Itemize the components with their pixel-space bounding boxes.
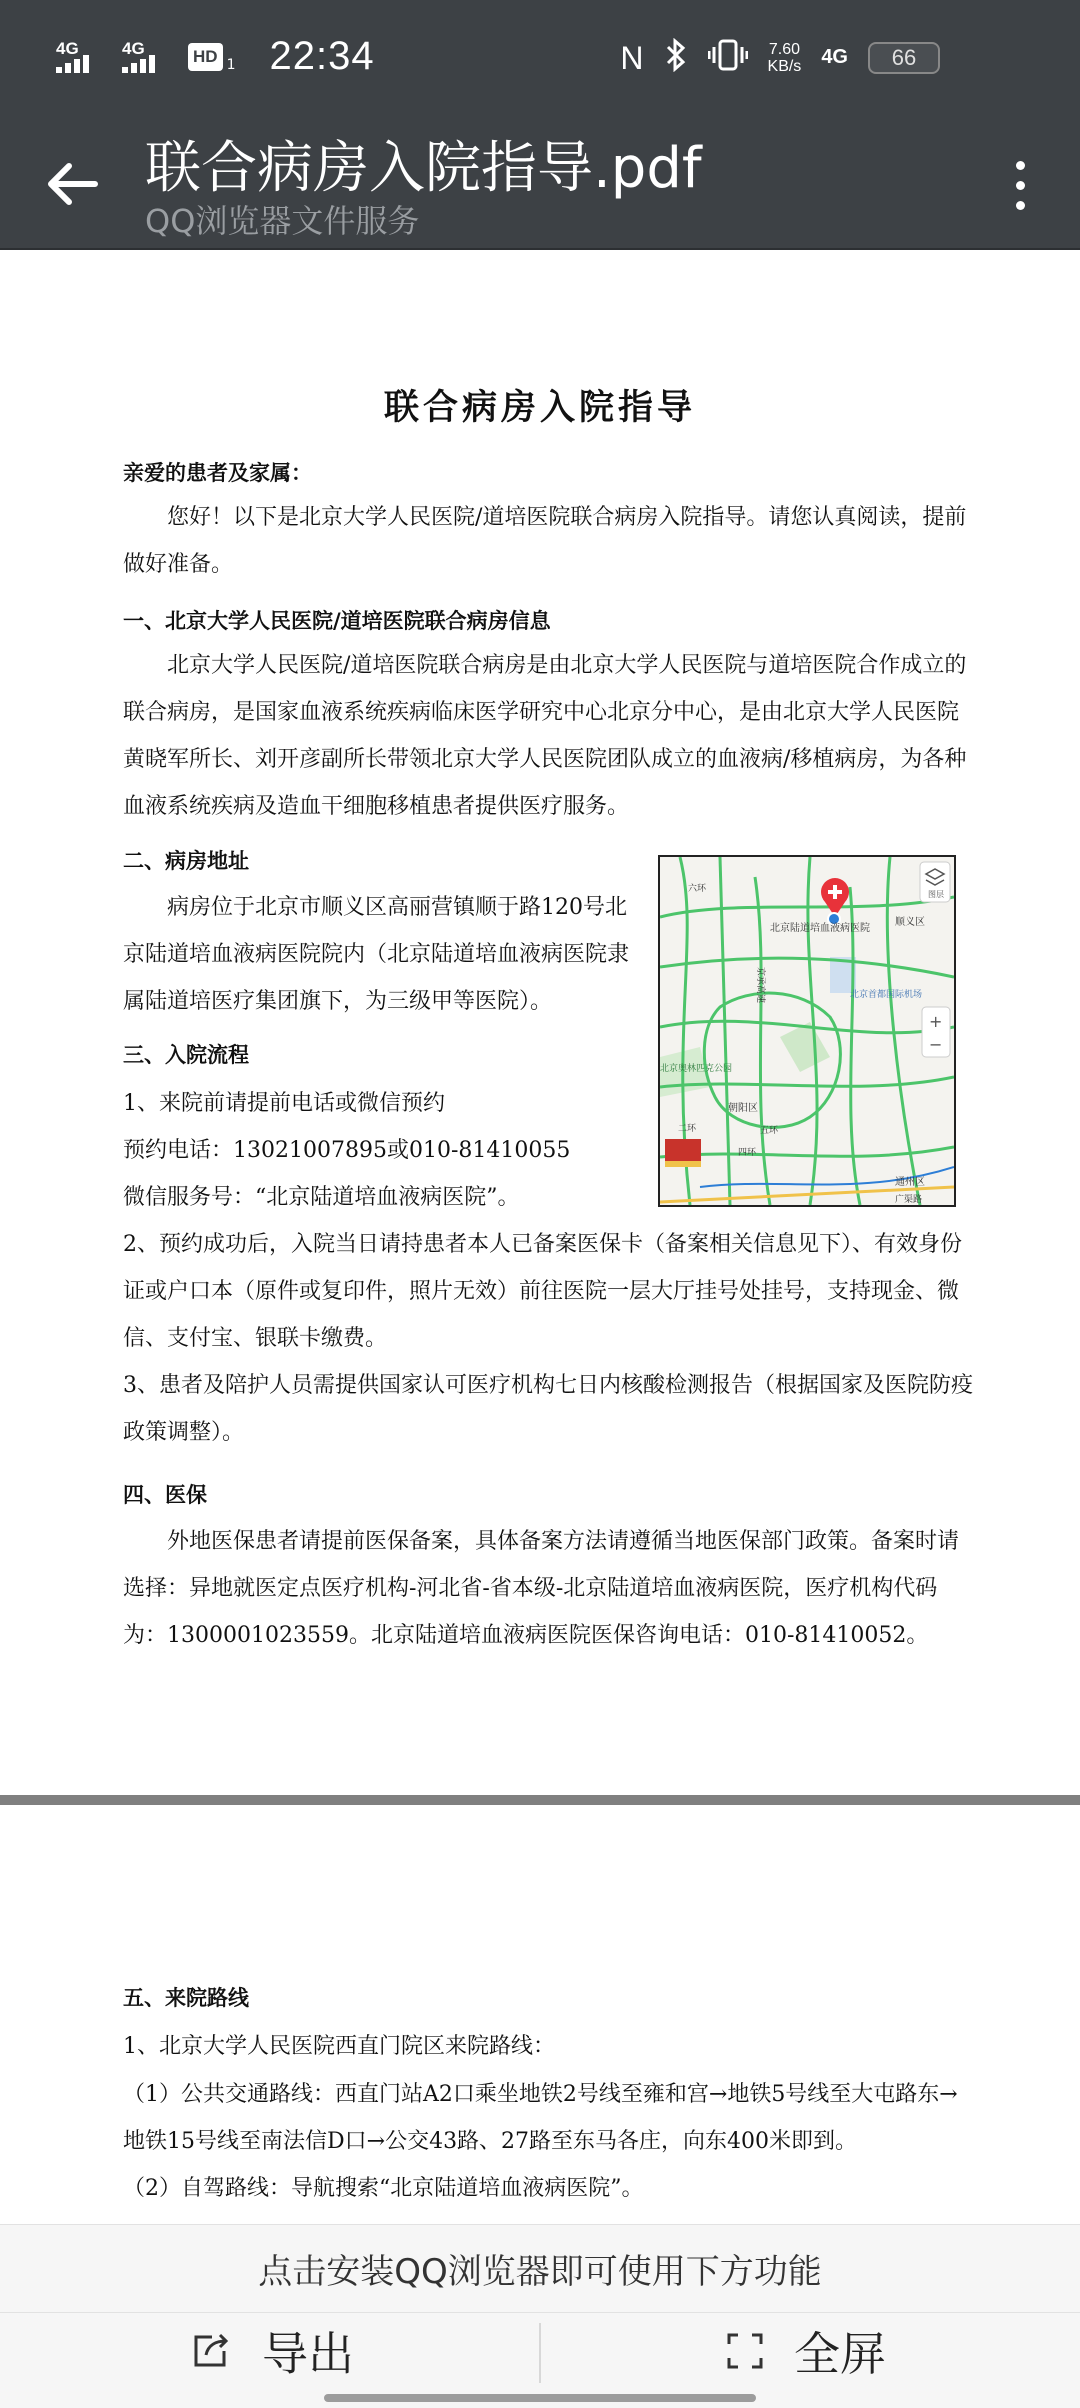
- more-dot-icon: [1016, 161, 1025, 170]
- tiananmen-icon: [665, 1139, 701, 1161]
- section-3-heading: 三、入院流程: [123, 1043, 249, 1067]
- bluetooth-icon: [664, 38, 688, 77]
- signal-label-2: 4G: [122, 38, 145, 58]
- map-zoom-out: −: [929, 1035, 943, 1054]
- back-button[interactable]: [40, 152, 104, 216]
- clock: 22:34: [269, 34, 375, 78]
- map-layers-label: 图层: [928, 890, 944, 899]
- install-promo-text: 点击安装QQ浏览器即可使用下方功能: [258, 2252, 822, 2292]
- network-speed: [768, 41, 802, 75]
- map-label-hospital: 北京陆道培血液病医院: [770, 923, 870, 934]
- export-icon: [190, 2331, 232, 2371]
- section-3-line-2: 2、预约成功后，入院当日请持患者本人已备案医保卡（备案相关信息见下）、有效身份证或户口本（原件或复印件，照片无效）前往医院一层大厅挂号处挂号，支持现金、微信、支付宝、银联卡缴费。: [123, 1232, 962, 1351]
- section-5-line-1: 1、北京大学人民医院西直门院区来院路线：: [123, 2034, 555, 2059]
- map-label-chaoyang: 朝阳区: [728, 1103, 758, 1114]
- map-label-jingcheng: 京承高速: [755, 967, 765, 1004]
- export-button[interactable]: [190, 2313, 354, 2389]
- section-1-body: 北京大学人民医院/道培医院联合病房是由北京大学人民医院与道培医院合作成立的联合病房，是国家血液系统疾病临床医学研究中心北京分中心，是由北京大学人民医院黄晓军所长、刘开彦副所长带领北京大学人民医院团队成立的血液病/移植病房，为各种血液系统疾病及造血干细胞移植患者提供医疗服务。: [123, 653, 967, 819]
- nfc-icon: N: [620, 39, 644, 76]
- page-separator: [0, 1795, 1080, 1805]
- section-5-heading: 五、来院路线: [123, 1986, 249, 2010]
- pdf-viewer[interactable]: [0, 250, 1080, 2225]
- greeting: 亲爱的患者及家属：: [123, 461, 312, 485]
- section-5-driving: （2）自驾路线：导航搜索“北京陆道培血液病医院”。: [123, 2176, 644, 2201]
- vibrate-icon: [708, 38, 748, 77]
- section-2-heading: 二、病房地址: [123, 849, 249, 873]
- map-label-ring4: 四环: [738, 1148, 757, 1158]
- net-speed-value: 7.60: [768, 40, 800, 58]
- pdf-page-2: [0, 1805, 1080, 2225]
- section-1-heading: 一、北京大学人民医院/道培医院联合病房信息: [123, 609, 551, 633]
- net-speed-unit: KB/s: [767, 57, 802, 75]
- fullscreen-button[interactable]: [726, 2313, 886, 2389]
- section-3-line-1: 1、来院前请提前电话或微信预约: [123, 1091, 445, 1116]
- map-label-guangqu: 广渠路: [895, 1195, 923, 1205]
- battery-level: 66: [891, 44, 917, 70]
- section-2-body: 病房位于北京市顺义区高丽营镇顺于路120号北京陆道培血液病医院院内（北京陆道培血液病医院隶属陆道培医疗集团旗下，为三级甲等医院）。: [123, 895, 630, 1014]
- battery-icon: [868, 42, 940, 74]
- section-4-heading: 四、医保: [123, 1483, 207, 1507]
- map-label-ring6: 六环: [688, 884, 707, 894]
- map-zoom-in: +: [929, 1012, 943, 1031]
- section-5-transit: （1）公共交通路线：西直门站A2口乘坐地铁2号线至雍和宫→地铁5号线至大屯路东→地铁15号线至南法信D口→公交43路、27路至东马各庄，向东400米即到。: [123, 2082, 958, 2154]
- more-options-button[interactable]: [990, 150, 1050, 220]
- export-label: 导出: [262, 2327, 354, 2381]
- section-3-phone: 预约电话：13021007895或010-81410055: [123, 1138, 571, 1163]
- hd-sub-label: 1: [226, 56, 236, 73]
- section-3-wechat: 微信服务号：“北京陆道培血液病医院”。: [123, 1185, 520, 1210]
- home-indicator[interactable]: [324, 2394, 756, 2402]
- section-4-body: 外地医保患者请提前医保备案，具体备案方法请遵循当地医保部门政策。备案时请选择：异地就医定点医疗机构-河北省-省本级-北京陆道培血液病医院，医疗机构代码为：1300001023559。北京陆道培血液病医院医保咨询电话：010-81410052。: [123, 1529, 960, 1648]
- map-label-airport: 北京首都国际机场: [850, 990, 923, 1000]
- fullscreen-label: 全屏: [794, 2327, 886, 2381]
- signal-icon-1: [56, 37, 108, 77]
- map-label-ring5: 五环: [760, 1126, 779, 1136]
- title-bar: [0, 124, 1080, 250]
- map-label-tongzhou: 通州区: [895, 1177, 925, 1188]
- signal-icon-2: [122, 37, 174, 77]
- pdf-page-1: [0, 250, 1080, 1795]
- install-promo-banner[interactable]: [0, 2224, 1080, 2312]
- signal-label-1: 4G: [56, 38, 79, 58]
- page-title: 联合病房入院指导: [383, 388, 696, 428]
- more-dot-icon: [1016, 201, 1025, 210]
- status-bar: [0, 0, 1080, 124]
- document-title: 联合病房入院指导.pdf: [145, 136, 702, 201]
- map-label-park: 北京奥林匹克公园: [660, 1064, 733, 1074]
- back-arrow-icon: [45, 160, 99, 208]
- fullscreen-icon: [726, 2332, 764, 2370]
- section-3-line-3: 3、患者及陪护人员需提供国家认可医疗机构七日内核酸检测报告（根据国家及医院防疫政策调整）。: [123, 1373, 973, 1445]
- action-divider: [539, 2323, 541, 2383]
- map-label-ring2: 二环: [678, 1124, 697, 1134]
- document-subtitle: QQ浏览器文件服务: [145, 202, 420, 240]
- hd-voice-icon: HD: [188, 43, 223, 71]
- network-type-icon: 4G: [821, 46, 848, 68]
- map-label-shunyi: 顺义区: [895, 917, 925, 928]
- location-map: [658, 855, 956, 1207]
- more-dot-icon: [1016, 181, 1025, 190]
- intro-paragraph: 您好！以下是北京大学人民医院/道培医院联合病房入院指导。请您认真阅读，提前做好准备。: [123, 505, 967, 577]
